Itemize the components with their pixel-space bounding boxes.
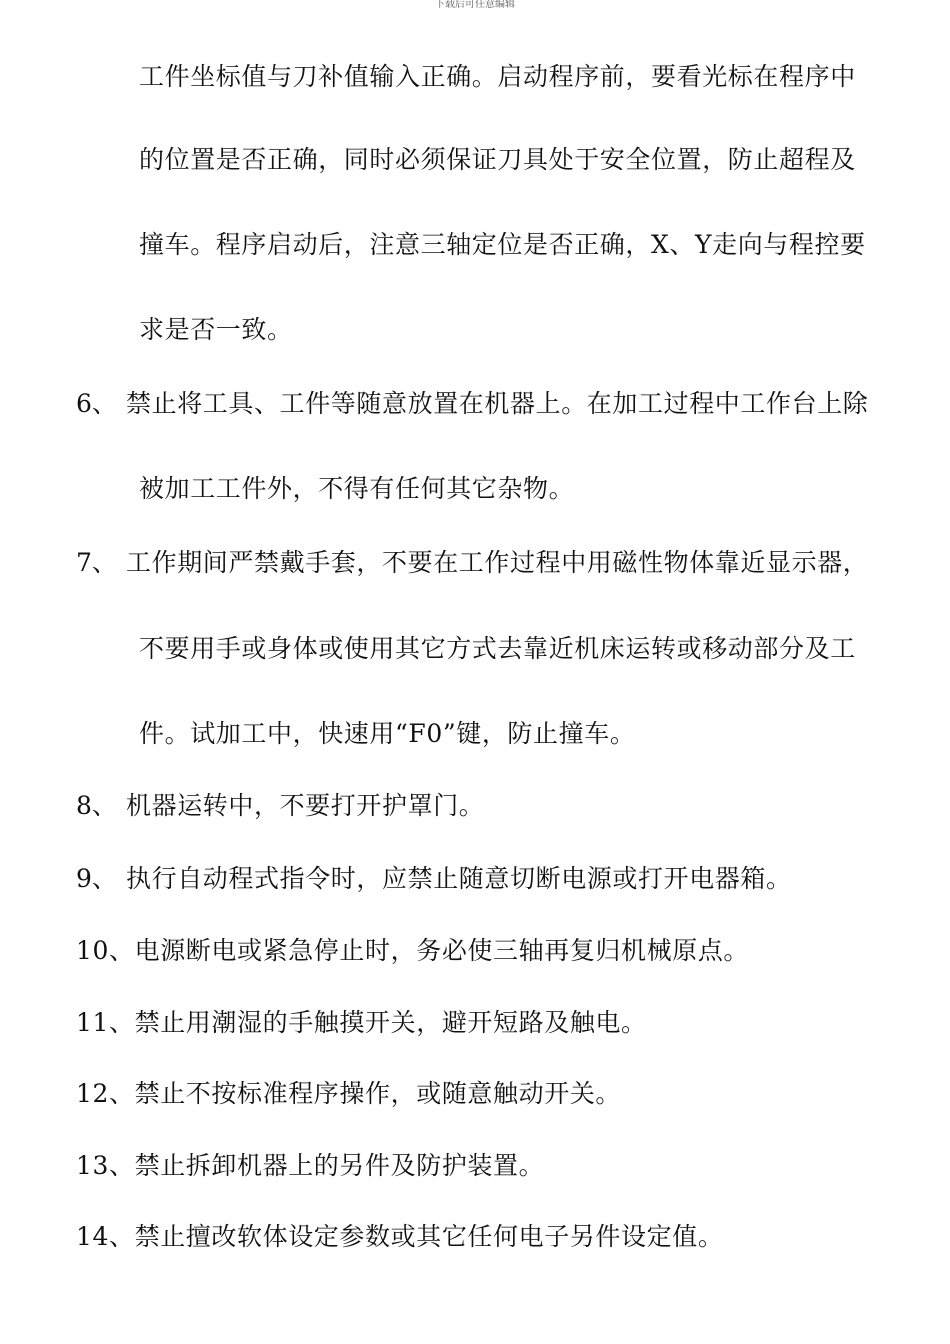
header-note: 下载后可任意编辑 bbox=[435, 0, 515, 10]
text-line-1: 工件坐标值与刀补值输入正确。启动程序前，要看光标在程序中 bbox=[139, 62, 856, 91]
item-number-7: 7、 bbox=[76, 548, 117, 577]
item-7-line-3: 件。试加工中，快速用“F0”键，防止撞车。 bbox=[139, 719, 636, 748]
item-12-line: 12、禁止不按标准程序操作，或随意触动开关。 bbox=[76, 1079, 622, 1108]
text-line-4: 求是否一致。 bbox=[139, 315, 293, 344]
item-7-line-1: 工作期间严禁戴手套，不要在工作过程中用磁性物体靠近显示器， bbox=[126, 548, 869, 577]
item-8-line-1: 机器运转中，不要打开护罩门。 bbox=[126, 791, 485, 820]
item-9-line-1: 执行自动程式指令时，应禁止随意切断电源或打开电器箱。 bbox=[126, 864, 792, 893]
item-10-line: 10、电源断电或紧急停止时，务必使三轴再复归机械原点。 bbox=[76, 936, 750, 965]
item-11-line: 11、禁止用潮湿的手触摸开关，避开短路及触电。 bbox=[76, 1008, 647, 1037]
item-number-9: 9、 bbox=[76, 864, 117, 893]
item-7-line-2: 不要用手或身体或使用其它方式去靠近机床运转或移动部分及工 bbox=[139, 634, 856, 663]
item-number-8: 8、 bbox=[76, 791, 117, 820]
item-14-line: 14、禁止擅改软体设定参数或其它任何电子另件设定值。 bbox=[76, 1222, 724, 1251]
item-6-line-1: 禁止将工具、工件等随意放置在机器上。在加工过程中工作台上除 bbox=[126, 389, 869, 418]
item-13-line: 13、禁止拆卸机器上的另件及防护装置。 bbox=[76, 1151, 545, 1180]
item-number-6: 6、 bbox=[76, 389, 117, 418]
text-line-3: 撞车。程序启动后，注意三轴定位是否正确，X、Y走向与程控要 bbox=[139, 230, 866, 259]
item-6-line-2: 被加工工件外，不得有任何其它杂物。 bbox=[139, 474, 575, 503]
text-line-2: 的位置是否正确，同时必须保证刀具处于安全位置，防止超程及 bbox=[139, 145, 856, 174]
